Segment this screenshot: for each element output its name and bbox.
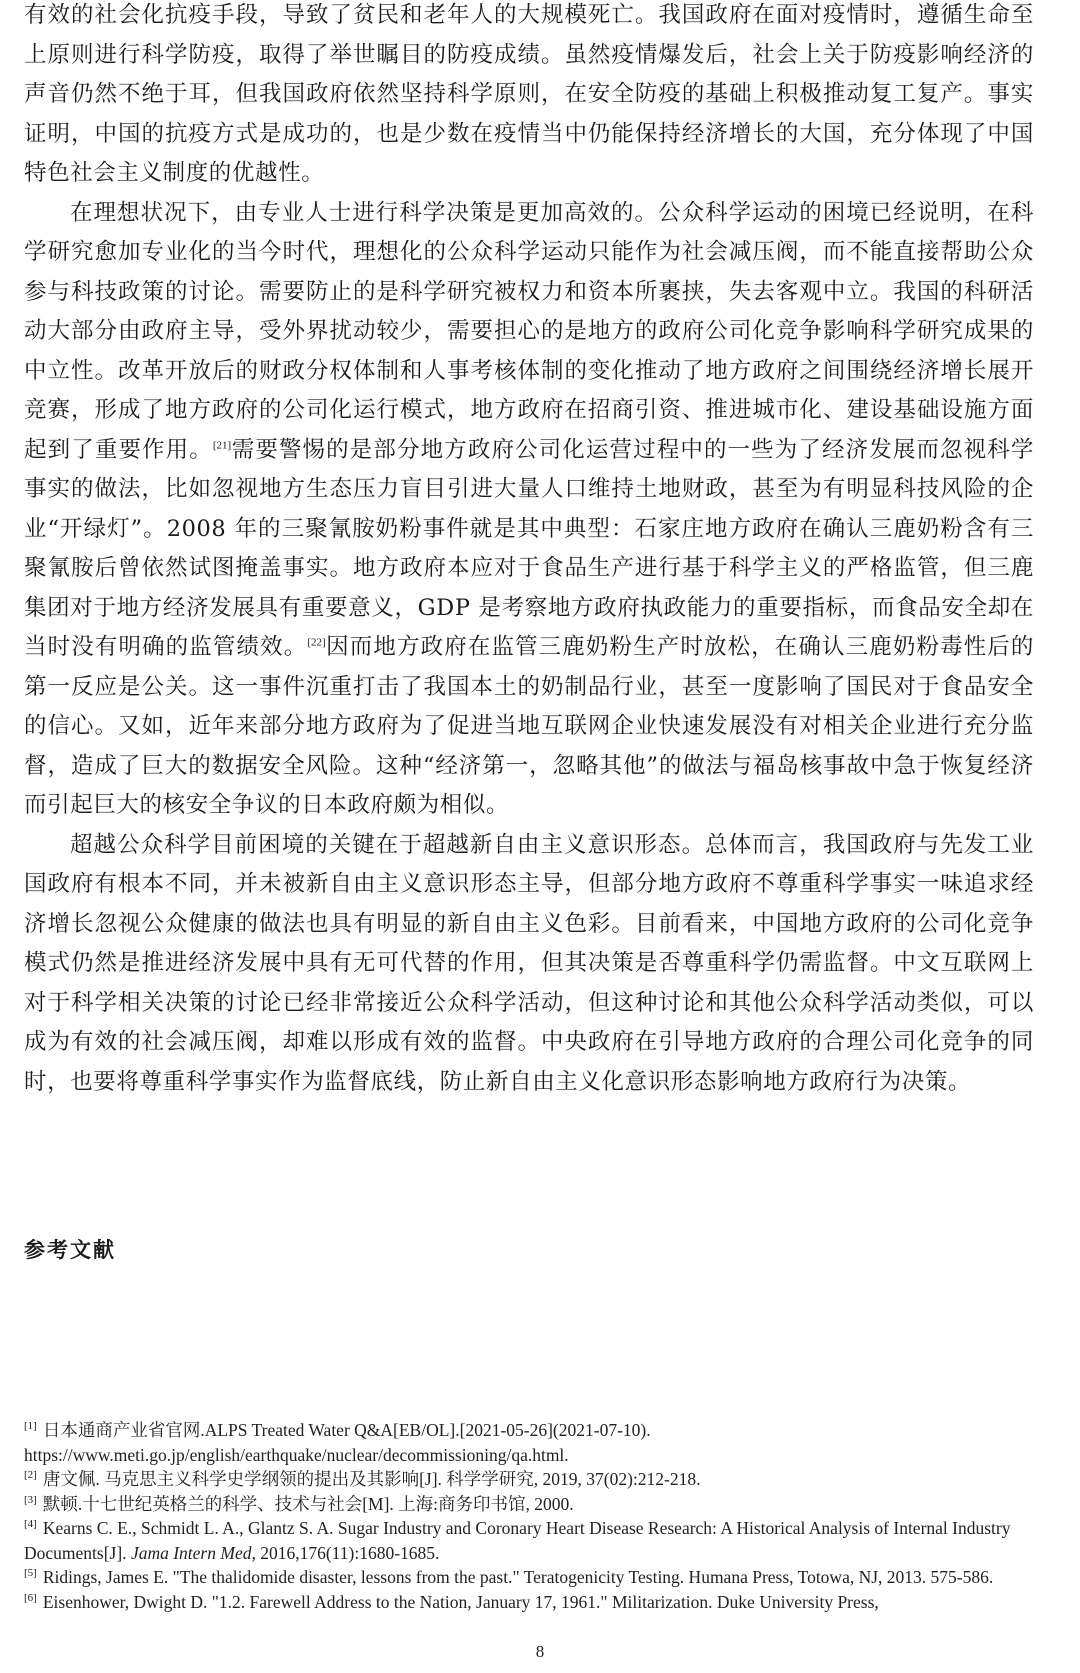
- footnote-number: [5]: [24, 1567, 37, 1580]
- footnote-number: [2]: [24, 1469, 37, 1482]
- footnote-number: [3]: [24, 1493, 37, 1506]
- paragraph-2-text-a: 在理想状况下，由专业人士进行科学决策是更加高效的。公众科学运动的困境已经说明，在科学研究愈加专业化的当今时代，理想化的公众科学运动只能作为社会减压阀，而不能直接帮助公众参与科技政策的讨论。需要防止的是科学研究被权力和资本所裹挟，失去客观中立。我国的科研活动大部分由政府主导，受外界扰动较少，需要担心的是地方的政府公司化竞争影响科学研究成果的中立性。改革开放后的财政分权体制和人事考核体制的变化推动了地方政府之间围绕经济增长展开竞赛，形成了地方政府的公司化运行模式，地方政府在招商引资、推进城市化、建设基础设施方面起到了重要作用。: [24, 199, 1034, 463]
- paragraph-3-text: 超越公众科学目前困境的关键在于超越新自由主义意识形态。总体而言，我国政府与先发工业国政府有根本不同，并未被新自由主义意识形态主导，但部分地方政府不尊重科学事实一味追求经济增长忽视公众健康的做法也具有明显的新自由主义色彩。目前看来，中国地方政府的公司化竞争模式仍然是推进经济发展中具有无可代替的作用，但其决策是否尊重科学仍需监督。中文互联网上对于科学相关决策的讨论已经非常接近公众科学活动，但这种讨论和其他公众科学活动类似，可以成为有效的社会减压阀，却难以形成有效的监督。中央政府在引导地方政府的合理公司化竞争的同时，也要将尊重科学事实作为监督底线，防止新自由主义化意识形态影响地方政府行为决策。: [24, 831, 1034, 1095]
- footnote-4: [24, 1516, 1034, 1565]
- footnote-text: 日本通商产业省官网.ALPS Treated Water Q&A[EB/OL].[2021-05-26](2021-07-10).: [42, 1420, 651, 1440]
- paragraph-1: [24, 0, 1034, 194]
- citation-21[interactable]: [21]: [212, 439, 232, 451]
- paragraph-2: [24, 194, 1034, 826]
- paragraph-1-text: 有效的社会化抗疫手段，导致了贫民和老年人的大规模死亡。我国政府在面对疫情时，遵循生命至上原则进行科学防疫，取得了举世瞩目的防疫成绩。虽然疫情爆发后，社会上关于防疫影响经济的声音仍然不绝于耳，但我国政府依然坚持科学原则，在安全防疫的基础上积极推动复工复产。事实证明，中国的抗疫方式是成功的，也是少数在疫情当中仍能保持经济增长的大国，充分体现了中国特色社会主义制度的优越性。: [24, 2, 1034, 186]
- document-page: [24, 0, 1034, 1612]
- footnote-1: [24, 1418, 1034, 1467]
- footnote-text: 默顿.十七世纪英格兰的科学、技术与社会[M]. 上海:商务印书馆, 2000.: [42, 1493, 574, 1514]
- footnote-number: [1]: [24, 1420, 37, 1433]
- references-heading: 参考文献: [24, 1238, 116, 1262]
- footnote-number: [4]: [24, 1518, 37, 1531]
- footnote-journal: Jama Intern Med: [130, 1542, 252, 1563]
- footnote-url[interactable]: https://www.meti.go.jp/english/earthquake/nuclear/decommissioning/qa.html.: [24, 1444, 569, 1465]
- footnotes: [24, 1418, 1034, 1614]
- footnote-number: [6]: [24, 1591, 37, 1604]
- page-number: 8: [535, 1642, 545, 1661]
- footnote-text: Kearns C. E., Schmidt L. A., Glantz S. A. Sugar Industry and Coronary Heart Disease Research: A Historical Analysis of Internal Industry Documents[J].: [24, 1518, 1011, 1563]
- body-text: [24, 0, 1034, 1102]
- paragraph-2-text-c: 因而地方政府在监管三鹿奶粉生产时放松，在确认三鹿奶粉毒性后的第一反应是公关。这一事件沉重打击了我国本土的奶制品行业，甚至一度影响了国民对于食品安全的信心。又如，近年来部分地方政府为了促进当地互联网企业快速发展没有对相关企业进行充分监督，造成了巨大的数据安全风险。这种“经济第一，忽略其他”的做法与福岛核事故中急于恢复经济而引起巨大的核安全争议的日本政府颇为相似。: [24, 634, 1034, 818]
- footnote-3: [24, 1492, 1034, 1517]
- footnote-2: [24, 1467, 1034, 1492]
- paragraph-2-text-b: 需要警惕的是部分地方政府公司化运营过程中的一些为了经济发展而忽视科学事实的做法，比如忽视地方生态压力盲目引进大量人口维持土地财政，甚至为有明显科技风险的企业“开绿灯”。2008 年的三聚氰胺奶粉事件就是其中典型：石家庄地方政府在确认三鹿奶粉含有三聚氰胺后曾依然试图掩盖事实。地方政府本应对于食品生产进行基于科学主义的严格监管，但三鹿集团对于地方经济发展具有重要意义，GDP 是考察地方政府执政能力的重要指标，而食品安全却在当时没有明确的监管绩效。: [24, 436, 1034, 660]
- paragraph-3: [24, 826, 1034, 1103]
- footnote-text: Ridings, James E. "The thalidomide disaster, lessons from the past." Teratogenicity Testing. Humana Press, Totowa, NJ, 2013. 575-586.: [42, 1567, 994, 1587]
- footnote-6: [24, 1590, 1034, 1615]
- footnote-text: Eisenhower, Dwight D. "1.2. Farewell Address to the Nation, January 17, 1961." Militarization. Duke University Press,: [42, 1591, 879, 1612]
- footnote-text-after: , 2016,176(11):1680-1685.: [251, 1542, 440, 1563]
- footnote-text: 唐文佩. 马克思主义科学史学纲领的提出及其影响[J]. 科学学研究, 2019, 37(02):212-218.: [42, 1469, 701, 1489]
- citation-22[interactable]: [22]: [307, 636, 326, 649]
- footnote-5: [24, 1565, 1034, 1590]
